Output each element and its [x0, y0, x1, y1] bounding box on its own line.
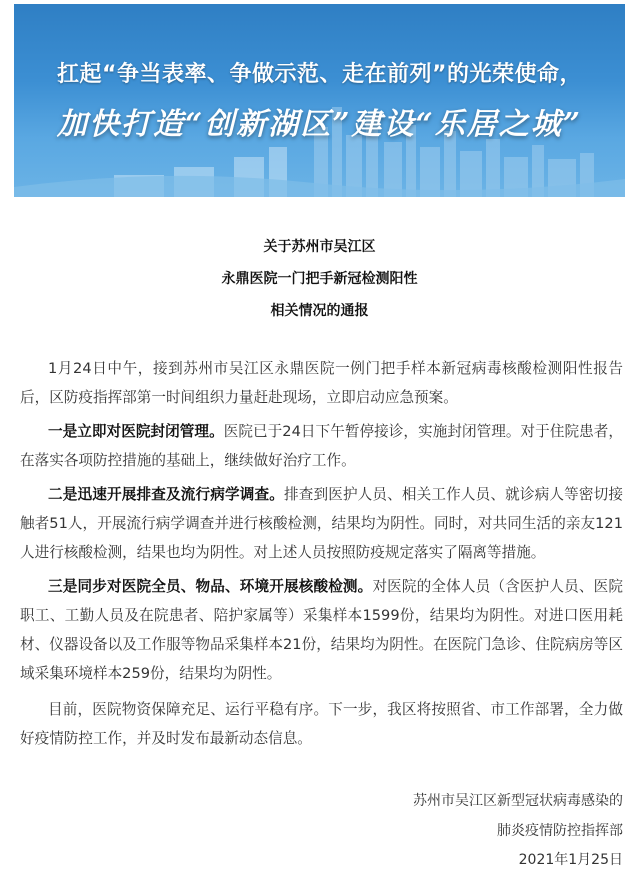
- paragraph-measure-1: [20, 417, 623, 475]
- measure-2-lead: 二是迅速开展排查及流行病学调查。: [48, 486, 284, 503]
- measure-2-text: 排查到医护人员、相关工作人员、就诊病人等密切接触者51人，开展流行病学调查并进行核酸检测，结果均为阴性。同时，对共同生活的亲友121人进行核酸检测，结果也均为阴性。对上述人员按照防疫规定落实了隔离等措施。: [20, 486, 623, 561]
- paragraph-measure-2: [20, 480, 623, 567]
- conclusion-text: 目前，医院物资保障充足、运行平稳有序。下一步，我区将按照省、市工作部署，全力做好疫情防控工作，并及时发布最新动态信息。: [20, 701, 623, 747]
- intro-text: 1月24日中午，接到苏州市吴江区永鼎医院一例门把手样本新冠病毒核酸检测阳性报告后，区防疫指挥部第一时间组织力量赶赴现场，立即启动应急预案。: [20, 360, 623, 406]
- notice-title-line1: 关于苏州市吴江区: [263, 239, 376, 255]
- banner-slogan-line2: 加快打造“创新湖区”建设“乐居之城”: [56, 107, 583, 142]
- measure-1-text: 医院已于24日下午暂停接诊，实施封闭管理。对于住院患者，在落实各项防控措施的基础上，继续做好治疗工作。: [20, 423, 623, 469]
- paragraph-conclusion: [20, 695, 623, 753]
- measure-3-lead: 三是同步对医院全员、物品、环境开展核酸检测。: [48, 578, 373, 595]
- signature-org-line2: 肺炎疫情防控指挥部: [497, 823, 623, 839]
- paragraph-intro: [20, 354, 623, 412]
- measure-3-text: 对医院的全体人员（含医护人员、医院职工、工勤人员及在院患者、陪护家属等）采集样本1599份，结果均为阴性。对进口医用耗材、仪器设备以及工作服等物品采集样本21份，结果均为阴性。在医院门急诊、住院病房等区域采集环境样本259份，结果均为阴性。: [20, 578, 623, 682]
- paragraph-measure-3: [20, 572, 623, 688]
- signature-org-line1: 苏州市吴江区新型冠状病毒感染的: [413, 793, 623, 809]
- signature-date: 2021年1月25日: [518, 852, 623, 868]
- notice-title-line3: 相关情况的通报: [270, 303, 369, 319]
- notice-title-line2: 永鼎医院一门把手新冠检测阳性: [221, 271, 418, 287]
- measure-1-lead: 一是立即对医院封闭管理。: [48, 423, 224, 440]
- banner-slogan-line1: 扛起“争当表率、争做示范、走在前列”的光荣使命，: [57, 62, 582, 87]
- header-banner: [14, 4, 625, 197]
